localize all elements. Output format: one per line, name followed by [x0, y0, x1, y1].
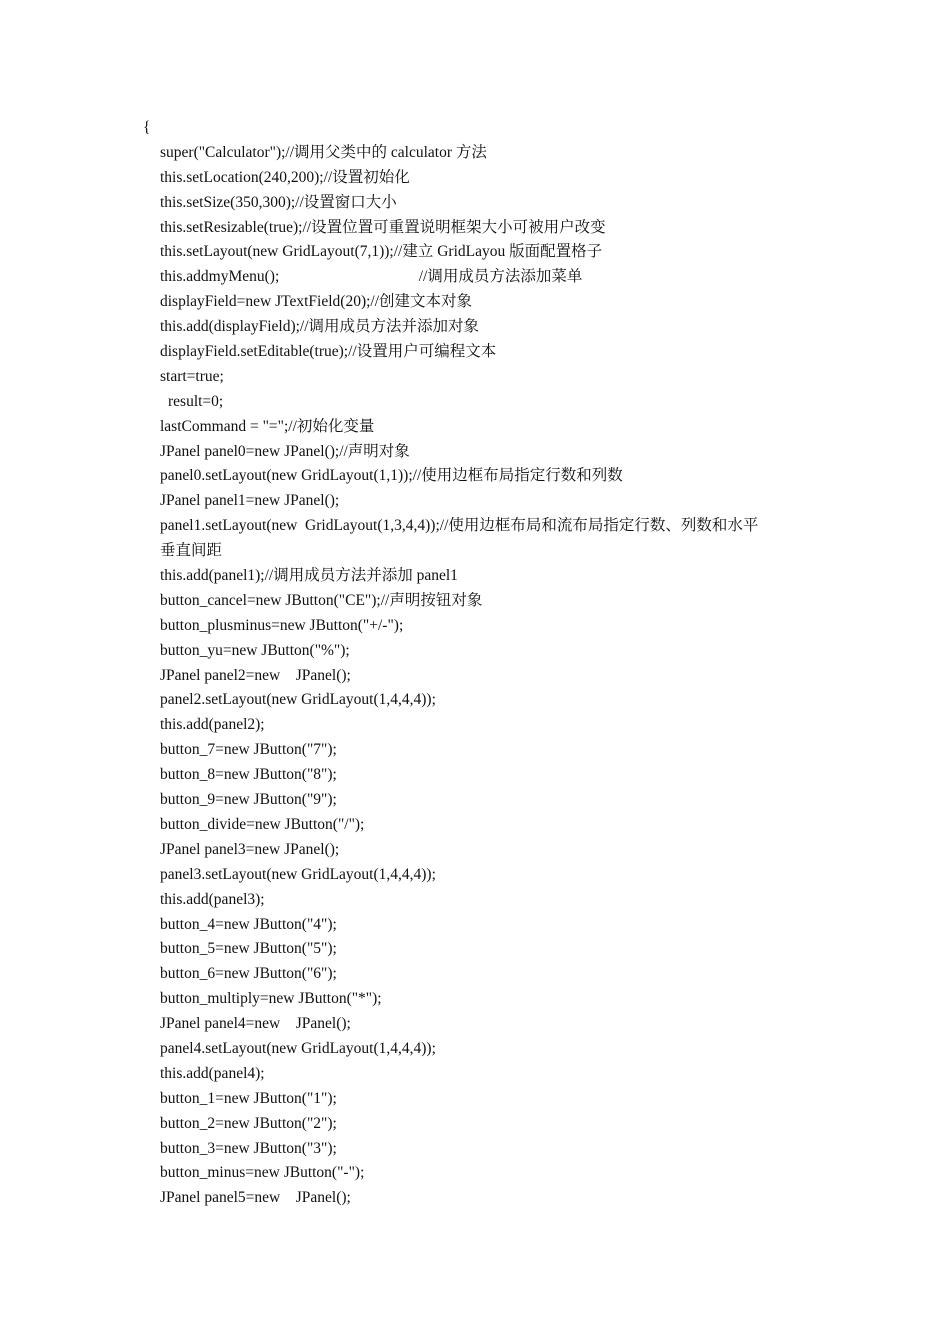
code-line: this.addmyMenu(); //调用成员方法添加菜单 — [160, 268, 583, 286]
code-line: displayField=new JTextField(20);//创建文本对象 — [160, 293, 473, 311]
code-line: JPanel panel4=new JPanel(); — [160, 1015, 351, 1033]
code-listing — [0, 116, 950, 1211]
code-line: lastCommand = "=";//初始化变量 — [160, 417, 375, 435]
code-line: panel0.setLayout(new GridLayout(1,1));//使用边框布局指定行数和列数 — [160, 467, 623, 485]
code-line: button_6=new JButton("6"); — [160, 965, 337, 983]
code-line: panel1.setLayout(new GridLayout(1,3,4,4));//使用边框布局和流布局指定行数、列数和水平 — [160, 517, 759, 535]
code-line: button_2=new JButton("2"); — [160, 1114, 337, 1132]
code-line-wrapped: 垂直间距 — [160, 542, 223, 560]
code-line: button_yu=new JButton("%"); — [160, 641, 350, 659]
code-line: this.setResizable(true);//设置位置可重置说明框架大小可被用户改变 — [160, 218, 606, 236]
code-line: panel3.setLayout(new GridLayout(1,4,4,4)); — [160, 865, 436, 883]
code-line: button_minus=new JButton("-"); — [160, 1164, 365, 1182]
code-line: JPanel panel3=new JPanel(); — [160, 840, 340, 858]
code-line: start=true; — [160, 367, 224, 385]
code-line: JPanel panel0=new JPanel();//声明对象 — [160, 442, 410, 460]
code-line: button_divide=new JButton("/"); — [160, 815, 365, 833]
code-line: button_cancel=new JButton("CE");//声明按钮对象 — [160, 591, 483, 609]
code-line: this.add(panel4); — [160, 1064, 265, 1082]
code-line: button_3=new JButton("3"); — [160, 1139, 337, 1157]
code-line: this.setLayout(new GridLayout(7,1));//建立 GridLayou 版面配置格子 — [160, 243, 603, 261]
code-line: button_8=new JButton("8"); — [160, 766, 337, 784]
code-line: this.add(displayField);//调用成员方法并添加对象 — [160, 318, 480, 336]
code-line: panel2.setLayout(new GridLayout(1,4,4,4)); — [160, 691, 436, 709]
code-line: JPanel panel1=new JPanel(); — [160, 492, 340, 510]
code-line: this.setLocation(240,200);//设置初始化 — [160, 168, 410, 186]
code-line: this.add(panel1);//调用成员方法并添加 panel1 — [160, 567, 458, 585]
code-line: button_multiply=new JButton("*"); — [160, 990, 382, 1008]
code-line: this.setSize(350,300);//设置窗口大小 — [160, 193, 397, 211]
code-line: panel4.setLayout(new GridLayout(1,4,4,4)); — [160, 1039, 436, 1057]
code-line: this.add(panel2); — [160, 716, 265, 734]
code-line: button_plusminus=new JButton("+/-"); — [160, 616, 404, 634]
code-line: button_7=new JButton("7"); — [160, 741, 337, 759]
code-line: button_5=new JButton("5"); — [160, 940, 337, 958]
code-line: button_4=new JButton("4"); — [160, 915, 337, 933]
code-line: displayField.setEditable(true);//设置用户可编程文本 — [160, 343, 497, 361]
code-line-open-brace: { — [143, 119, 151, 136]
code-line: button_9=new JButton("9"); — [160, 791, 337, 809]
code-line: JPanel panel2=new JPanel(); — [160, 666, 351, 684]
code-line: button_1=new JButton("1"); — [160, 1089, 337, 1107]
code-line: JPanel panel5=new JPanel(); — [160, 1189, 351, 1207]
code-line: this.add(panel3); — [160, 890, 265, 908]
code-line: result=0; — [168, 392, 224, 410]
code-line: super("Calculator");//调用父类中的 calculator 方法 — [160, 143, 487, 161]
